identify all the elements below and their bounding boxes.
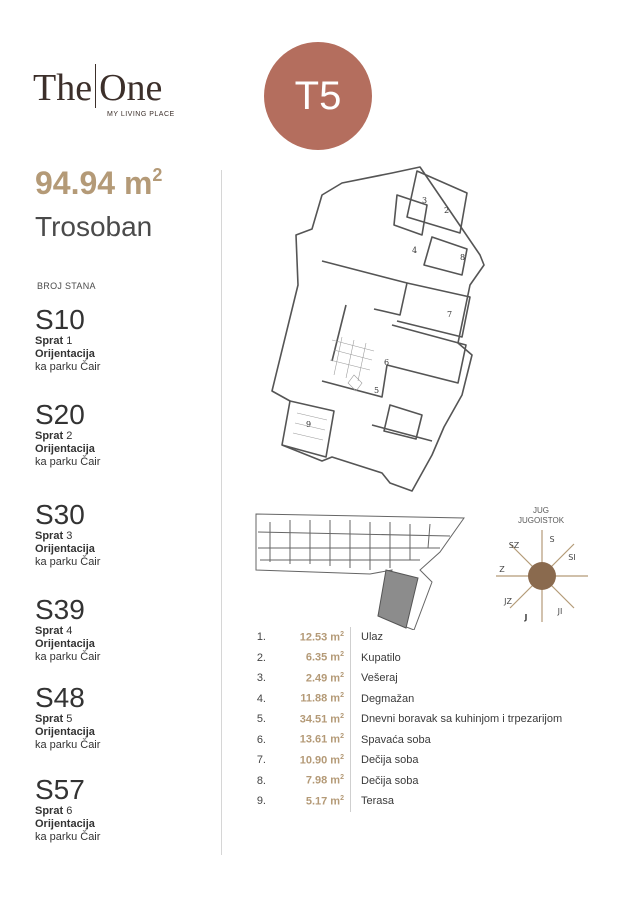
plan-room-number: 4 bbox=[412, 246, 418, 255]
rooms-table bbox=[244, 627, 562, 812]
room-number: 4. bbox=[256, 692, 266, 705]
compass-mark: S bbox=[549, 535, 555, 544]
room-area-value: 5.17 m bbox=[305, 795, 341, 808]
table-row bbox=[244, 648, 562, 669]
room-number: 5. bbox=[256, 713, 266, 726]
room-area-value: 13.61 m bbox=[299, 734, 341, 747]
table-row bbox=[244, 627, 562, 648]
room-area-sup: 2 bbox=[340, 630, 344, 638]
orientation-label: Orijentacija bbox=[35, 818, 95, 830]
area-value: 94.94 m bbox=[35, 165, 153, 201]
room-area bbox=[272, 730, 351, 751]
logo-tagline: MY LIVING PLACE bbox=[107, 111, 175, 118]
floor-label: Sprat bbox=[35, 713, 64, 725]
room-area bbox=[272, 627, 351, 648]
floor-plan bbox=[262, 165, 512, 495]
room-area-sup: 2 bbox=[340, 712, 344, 720]
unit-code: S48 bbox=[35, 682, 85, 713]
plan-room-number: 3 bbox=[422, 196, 428, 205]
floor-label: Sprat bbox=[35, 335, 64, 347]
room-area-sup: 2 bbox=[340, 733, 344, 741]
room-area bbox=[272, 709, 351, 730]
orientation-value: ka parku Čair bbox=[35, 651, 101, 663]
room-number: 2. bbox=[256, 651, 266, 664]
room-name: Dnevni boravak sa kuhinjom i trpezarijom bbox=[361, 713, 563, 726]
room-area-sup: 2 bbox=[340, 671, 344, 679]
floor-label: Sprat bbox=[35, 625, 64, 637]
room-area-value: 6.35 m bbox=[305, 652, 341, 665]
room-number: 7. bbox=[256, 754, 266, 767]
floor-value: 1 bbox=[66, 335, 73, 347]
floor-label: Sprat bbox=[35, 530, 64, 542]
floor-value: 6 bbox=[66, 805, 73, 817]
plan-room-number: 7 bbox=[447, 310, 453, 319]
unit-entry bbox=[35, 595, 215, 664]
room-area-value: 12.53 m bbox=[299, 631, 341, 644]
room-area bbox=[272, 791, 351, 812]
compass-mark: JI bbox=[557, 607, 563, 616]
room-number: 9. bbox=[256, 795, 266, 808]
column-divider bbox=[221, 170, 222, 855]
orientation-value: ka parku Čair bbox=[35, 556, 101, 568]
room-area bbox=[272, 771, 351, 792]
unit-entry bbox=[35, 305, 215, 374]
unit-code: S30 bbox=[35, 499, 85, 530]
plan-room-number: 6 bbox=[384, 358, 390, 367]
orientation-label: Orijentacija bbox=[35, 638, 95, 650]
room-number: 1. bbox=[256, 631, 266, 644]
room-name: Spavaća soba bbox=[361, 733, 431, 746]
room-name: Ulaz bbox=[361, 631, 384, 644]
logo-word-the: The bbox=[33, 67, 93, 109]
unit-code: S20 bbox=[35, 399, 85, 430]
logo-divider bbox=[95, 64, 96, 108]
apartment-type: Trosoban bbox=[35, 211, 153, 242]
compass-mark: J bbox=[524, 613, 528, 622]
compass-icon bbox=[492, 500, 592, 630]
unit-code: S57 bbox=[35, 774, 85, 805]
room-name: Degmažan bbox=[361, 692, 415, 705]
room-area-value: 34.51 m bbox=[299, 713, 341, 726]
orientation-value: ka parku Čair bbox=[35, 456, 101, 468]
floor-label: Sprat bbox=[35, 430, 64, 442]
orientation-label: Orijentacija bbox=[35, 443, 95, 455]
compass-mark: SI bbox=[568, 553, 576, 562]
table-row bbox=[244, 709, 562, 730]
room-area-sup: 2 bbox=[340, 753, 344, 761]
units-header: BROJ STANA bbox=[37, 281, 96, 291]
room-name: Terasa bbox=[361, 795, 395, 808]
table-row bbox=[244, 750, 562, 771]
compass-mark: Z bbox=[499, 565, 505, 574]
compass-mark: SZ bbox=[508, 541, 520, 550]
room-name: Dečija soba bbox=[361, 754, 419, 767]
floor-value: 2 bbox=[66, 430, 73, 442]
plan-room-number: 5 bbox=[374, 386, 380, 395]
room-name: Kupatilo bbox=[361, 651, 401, 664]
orientation-label: Orijentacija bbox=[35, 543, 95, 555]
room-area-value: 10.90 m bbox=[299, 754, 341, 767]
orientation-value: ka parku Čair bbox=[35, 831, 101, 843]
table-row bbox=[244, 730, 562, 751]
area-unit-sup: 2 bbox=[152, 165, 163, 185]
room-area-value: 7.98 m bbox=[305, 775, 341, 788]
orientation-label: Orijentacija bbox=[35, 726, 95, 738]
room-area bbox=[272, 648, 351, 669]
floor-value: 4 bbox=[66, 625, 73, 637]
apartment-type-badge: T5 bbox=[264, 42, 372, 150]
room-area bbox=[272, 668, 351, 689]
room-number: 8. bbox=[256, 774, 266, 787]
room-area-value: 2.49 m bbox=[305, 672, 341, 685]
building-site-plan bbox=[250, 512, 468, 630]
table-row bbox=[244, 668, 562, 689]
table-row bbox=[244, 771, 562, 792]
brand-logo bbox=[33, 64, 162, 110]
unit-entry bbox=[35, 683, 215, 752]
table-row bbox=[244, 689, 562, 710]
room-area-sup: 2 bbox=[340, 651, 344, 659]
orientation-value: ka parku Čair bbox=[35, 739, 101, 751]
room-area-value: 11.88 m bbox=[300, 693, 341, 706]
logo-word-one: One bbox=[99, 67, 163, 109]
apartment-area bbox=[35, 165, 162, 202]
room-area bbox=[272, 689, 351, 710]
plan-room-number: 9 bbox=[306, 420, 312, 429]
plan-room-number: 8 bbox=[460, 253, 466, 262]
highlighted-unit bbox=[378, 570, 418, 628]
floor-label: Sprat bbox=[35, 805, 64, 817]
plan-room-number: 2 bbox=[444, 206, 450, 215]
orientation-label: Orijentacija bbox=[35, 348, 95, 360]
floor-value: 5 bbox=[66, 713, 73, 725]
compass-mark: JZ bbox=[504, 597, 512, 606]
unit-entry bbox=[35, 400, 215, 469]
unit-code: S10 bbox=[35, 304, 85, 335]
compass-line2: JUGOISTOK bbox=[517, 516, 565, 525]
room-number: 6. bbox=[256, 733, 266, 746]
room-area bbox=[272, 750, 351, 771]
room-name: Vešeraj bbox=[361, 672, 398, 685]
unit-code: S39 bbox=[35, 594, 85, 625]
orientation-value: ka parku Čair bbox=[35, 361, 101, 373]
floor-value: 3 bbox=[66, 530, 73, 542]
compass-line1: JUG bbox=[533, 506, 549, 515]
unit-entry bbox=[35, 775, 215, 844]
room-area-sup: 2 bbox=[340, 692, 344, 700]
room-number: 3. bbox=[256, 672, 266, 685]
room-area-sup: 2 bbox=[340, 774, 344, 782]
room-name: Dečija soba bbox=[361, 774, 419, 787]
table-row bbox=[244, 791, 562, 812]
unit-entry bbox=[35, 500, 215, 569]
room-area-sup: 2 bbox=[340, 794, 344, 802]
